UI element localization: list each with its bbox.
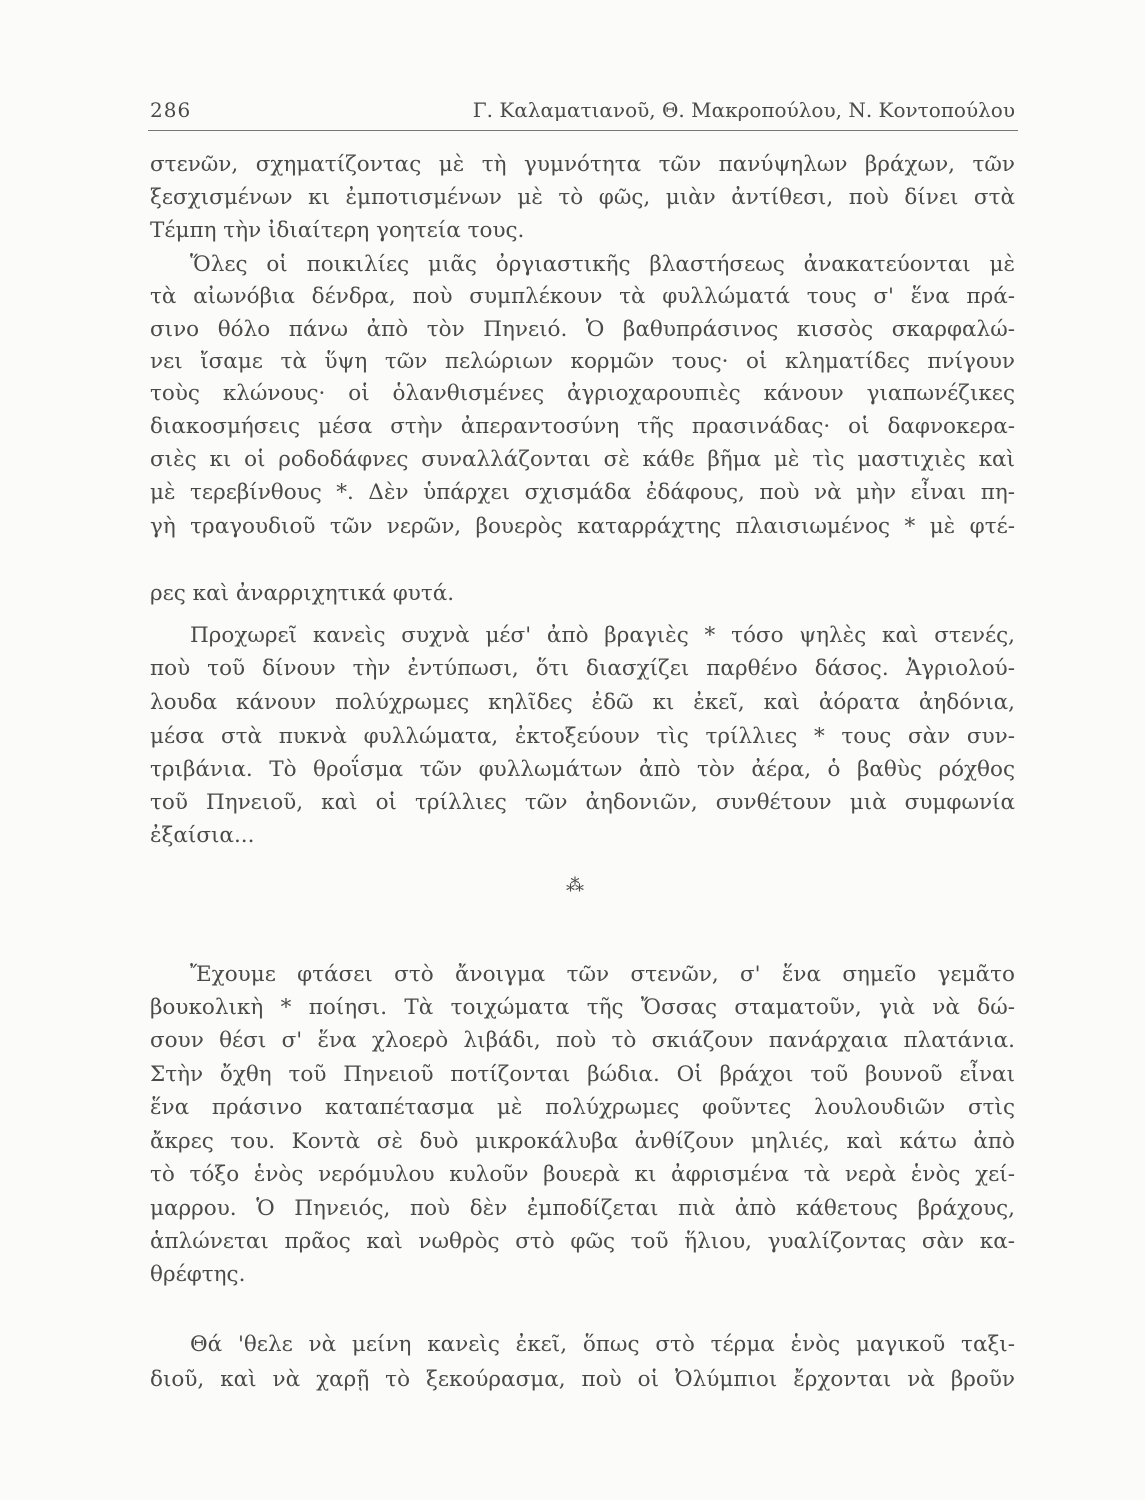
text-line: σιὲς κι οἱ ροδοδάφνες συναλλάζονται σὲ κάθε βῆμα μὲ τὶς μαστιχιὲς καὶ: [150, 447, 1015, 472]
text-line: βουκολικὴ * ποίησι. Τὰ τοιχώματα τῆς Ὄσσας σταματοῦν, γιὰ νὰ δώ-: [150, 995, 1015, 1020]
text-line: μαρρου. Ὁ Πηνειός, ποὺ δὲν ἐμποδίζεται πιὰ ἀπὸ κάθετους βράχους,: [150, 1196, 1015, 1221]
section-break-asterism: ⁂: [566, 875, 584, 896]
text-line: ἄκρες του. Κοντὰ σὲ δυὸ μικροκάλυβα ἀνθίζουν μηλιές, καὶ κάτω ἀπὸ: [150, 1129, 1015, 1154]
text-line: διακοσμήσεις μέσα στὴν ἀπεραντοσύνη τῆς πρασινάδας· οἱ δαφνοκερα-: [150, 414, 1015, 439]
text-line: Στὴν ὄχθη τοῦ Πηνειοῦ ποτίζονται βώδια. Οἱ βράχοι τοῦ βουνοῦ εἶναι: [150, 1062, 1015, 1087]
text-line: μὲ τερεβίνθους *. Δὲν ὑπάρχει σχισμάδα ἐδάφους, ποὺ νὰ μὴν εἶναι πη-: [150, 480, 1015, 505]
text-line: Ἔχουμε φτάσει στὸ ἄνοιγμα τῶν στενῶν, σ' ἕνα σημεῖο γεμᾶτο: [190, 962, 1015, 987]
text-line: σουν θέσι σ' ἕνα χλοερὸ λιβάδι, ποὺ τὸ σκιάζουν πανάρχαια πλατάνια.: [150, 1028, 1015, 1053]
text-line: ρες καὶ ἀναρριχητικά φυτά.: [150, 581, 455, 606]
text-line: Τέμπη τὴν ἰδιαίτερη γοητεία τους.: [150, 218, 525, 243]
text-line: τριβάνια. Τὸ θροΐσμα τῶν φυλλωμάτων ἀπὸ τὸν ἀέρα, ὁ βαθὺς ρόχθος: [150, 757, 1015, 782]
text-line: σινο θόλο πάνω ἀπὸ τὸν Πηνειό. Ὁ βαθυπράσινος κισσὸς σκαρφαλώ-: [150, 317, 1015, 342]
text-line: τὸ τόξο ἑνὸς νερόμυλου κυλοῦν βουερὰ κι ἀφρισμένα τὰ νερὰ ἑνὸς χεί-: [150, 1162, 1015, 1187]
header-rule: [148, 130, 1018, 131]
text-line: θρέφτης.: [150, 1262, 246, 1287]
text-line: τὰ αἰωνόβια δένδρα, ποὺ συμπλέκουν τὰ φυλλώματά τους σ' ἕνα πρά-: [150, 284, 1015, 309]
text-line: διοῦ, καὶ νὰ χαρῇ τὸ ξεκούρασμα, ποὺ οἱ Ὀλύμπιοι ἔρχονται νὰ βροῦν: [150, 1367, 1015, 1392]
text-line: ποὺ τοῦ δίνουν τὴν ἐντύπωσι, ὅτι διασχίζει παρθένο δάσος. Ἀγριολού-: [150, 656, 1015, 681]
text-line: τοὺς κλώνους· οἱ ὁλανθισμένες ἀγριοχαρουπιὲς κάνουν γιαπωνέζικες: [150, 381, 1015, 406]
text-line: ἁπλώνεται πρᾶος καὶ νωθρὸς στὸ φῶς τοῦ ἥλιου, γυαλίζοντας σὰν κα-: [150, 1229, 1015, 1254]
text-line: ἐξαίσια...: [150, 823, 255, 848]
text-line: λουδα κάνουν πολύχρωμες κηλῖδες ἐδῶ κι ἐκεῖ, καὶ ἀόρατα ἀηδόνια,: [150, 690, 1015, 715]
text-line: ἕνα πράσινο καταπέτασμα μὲ πολύχρωμες φοῦντες λουλουδιῶν στὶς: [150, 1095, 1015, 1120]
text-line: στενῶν, σχηματίζοντας μὲ τὴ γυμνότητα τῶν πανύψηλων βράχων, τῶν: [150, 152, 1015, 177]
page-number: 286: [150, 98, 192, 122]
text-line: Θά 'θελε νὰ μείνη κανεὶς ἐκεῖ, ὅπως στὸ τέρμα ἑνὸς μαγικοῦ ταξι-: [190, 1332, 1015, 1357]
running-title: Γ. Καλαματιανοῦ, Θ. Μακροπούλου, Ν. Κοντοπούλου: [472, 98, 1015, 122]
text-line: ξεσχισμένων κι ἐμποτισμένων μὲ τὸ φῶς, μιὰν ἀντίθεσι, ποὺ δίνει στὰ: [150, 185, 1015, 210]
text-line: τοῦ Πηνειοῦ, καὶ οἱ τρίλλιες τῶν ἀηδονιῶν, συνθέτουν μιὰ συμφωνία: [150, 790, 1015, 815]
text-line: νει ἴσαμε τὰ ὕψη τῶν πελώριων κορμῶν τους· οἱ κληματίδες πνίγουν: [150, 349, 1015, 374]
text-line: Ὅλες οἱ ποικιλίες μιᾶς ὀργιαστικῆς βλαστήσεως ἀνακατεύονται μὲ: [190, 252, 1015, 277]
text-line: γὴ τραγουδιοῦ τῶν νερῶν, βουερὸς καταρράχτης πλαισιωμένος * μὲ φτέ-: [150, 514, 1015, 539]
text-line: Προχωρεῖ κανεὶς συχνὰ μέσ' ἀπὸ βραγιὲς * τόσο ψηλὲς καὶ στενές,: [190, 623, 1015, 648]
text-line: μέσα στὰ πυκνὰ φυλλώματα, ἐκτοξεύουν τὶς τρίλλιες * τους σὰν συν-: [150, 724, 1015, 749]
